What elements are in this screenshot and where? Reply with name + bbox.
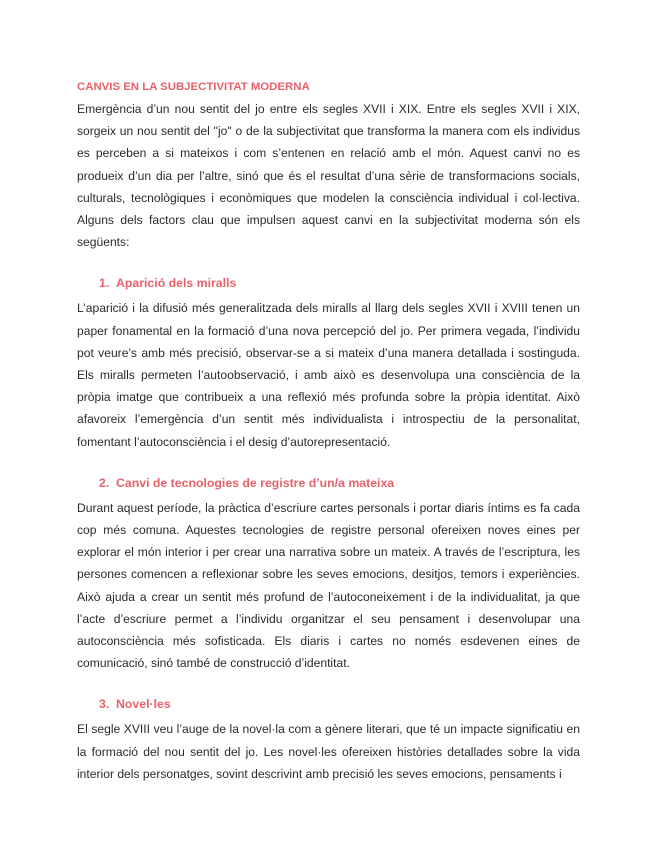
section-title: Canvi de tecnologies de registre d’un/a mateixa [116,475,395,490]
intro-paragraph: Emergència d’un nou sentit del jo entre els segles XVII i XIX. Entre els segles XVII i XIX, sorgeix un nou sentit del "jo" o de la subjectivitat que transforma la manera com els individus es perceben a si mateixos i com s’entenen en relació amb el món. Aquest canvi no es produeix d’un dia per l’altre, sinó que és el resultat d’una sèrie de transformacions socials, culturals, tecnològiques i econòmiques que modelen la consciència individual i col·lectiva. Alguns dels factors clau que impulsen aquest canvi en la subjectivitat moderna són els següents: [77,102,580,250]
section-title: Aparició dels miralls [116,276,237,291]
section-number: 2. [99,475,110,490]
section-number: 1. [99,276,110,291]
section-1 [77,272,580,452]
section-body: Durant aquest període, la pràctica d’escriure cartes personals i portar diaris íntims es fa cada cop més comuna. Aquestes tecnologies de registre personal ofereixen noves eines per explorar el món interior i per crear una narrativa sobre un mateix. A través de l’escriptura, les persones comencen a reflexionar sobre les seves emocions, desitjos, temors i experiències. Això ajuda a crear un sentit més profund de l’autoconeixement i de la individualitat, ja que l’acte d’escriure permet a l’individu organitzar el seu pensament i desenvolupar una autoconsciència més sofisticada. Els diaris i cartes no només esdevenen eines de comunicació, sinó també de construcció d’identitat. [77,500,580,671]
section-2 [77,472,580,675]
section-body: El segle XVIII veu l’auge de la novel·la com a gènere literari, que té un impacte significatiu en la formació del nou sentit del jo. Les novel·les ofereixen històries detallades sobre la vida interior dels personatges, sovint descrivint amb precisió les seves emocions, pensaments i [77,722,580,781]
page-title: CANVIS EN LA SUBJECTIVITAT MODERNA [77,81,310,93]
section-heading [77,272,580,294]
section-heading [77,693,580,715]
section-body: L’aparició i la difusió més generalitzada dels miralls al llarg dels segles XVII i XVIII tenen un paper fonamental en la formació d’una nova percepció del jo. Per primera vegada, l’individu pot veure’s amb més precisió, observar-se a si mateix d’una manera detallada i sostinguda. Els miralls permeten l’autoobservació, i amb això es desenvolupa una consciència de la pròpia imatge que contribueix a una reflexió més profunda sobre la pròpia identitat. Això afavoreix l’emergència d’un sentit més individualista i introspectiu de la personalitat, fomentant l’autoconsciència i el desig d’autorepresentació. [77,301,580,449]
section-heading [77,472,580,494]
section-3 [77,693,580,785]
section-title: Novel·les [116,697,171,712]
document-page [77,76,580,785]
section-number: 3. [99,697,110,712]
